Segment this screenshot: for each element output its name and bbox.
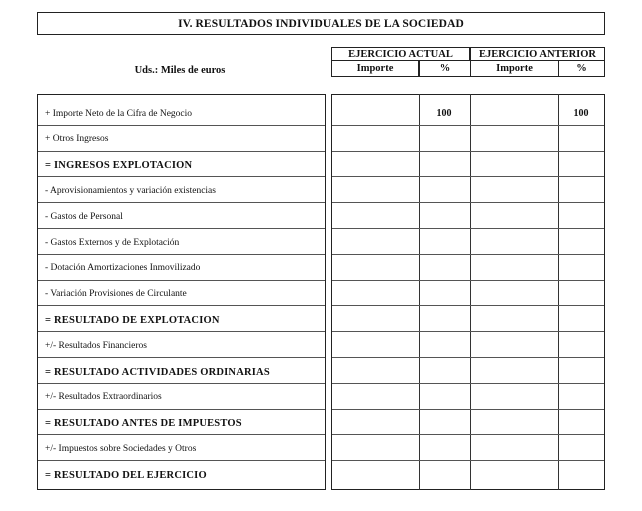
row-label: - Dotación Amortizaciones Inmovilizado [45, 263, 201, 274]
row-divider [38, 305, 325, 306]
units-label: Uds.: Miles de euros [134, 65, 226, 76]
row-divider [38, 280, 325, 281]
header-current-importe: Importe [331, 61, 419, 77]
row-divider [38, 125, 325, 126]
row-divider [332, 409, 604, 410]
row-divider [332, 228, 604, 229]
row-divider [332, 383, 604, 384]
row-divider [38, 254, 325, 255]
header-previous-pct: % [558, 61, 605, 77]
row-label: +/- Resultados Extraordinarios [45, 392, 162, 403]
row-label: = RESULTADO ANTES DE IMPUESTOS [45, 418, 242, 430]
column-divider [558, 94, 559, 490]
row-divider [38, 151, 325, 152]
page-title: IV. RESULTADOS INDIVIDUALES DE LA SOCIEDAD [37, 12, 605, 35]
cell-current-pct: 100 [436, 107, 452, 119]
row-divider [332, 434, 604, 435]
row-label: - Variación Provisiones de Circulante [45, 289, 187, 300]
row-divider [332, 151, 604, 152]
row-label: + Importe Neto de la Cifra de Negocio [45, 108, 193, 119]
row-divider [332, 254, 604, 255]
cell-previous-pct: 100 [573, 107, 589, 119]
row-label: - Gastos Externos y de Explotación [45, 237, 180, 248]
row-divider [332, 331, 604, 332]
row-label: +/- Impuestos sobre Sociedades y Otros [45, 443, 197, 454]
row-label: - Aprovisionamientos y variación existencias [45, 185, 216, 196]
row-divider [38, 357, 325, 358]
row-divider [38, 383, 325, 384]
row-label: = RESULTADO DEL EJERCICIO [45, 469, 207, 481]
row-divider [332, 176, 604, 177]
row-divider [38, 202, 325, 203]
row-label: = INGRESOS EXPLOTACION [45, 160, 193, 172]
column-divider [419, 94, 420, 490]
column-divider [470, 94, 471, 490]
header-previous-period: EJERCICIO ANTERIOR [470, 47, 605, 61]
row-divider [332, 202, 604, 203]
values-table [331, 94, 605, 490]
row-label: +/- Resultados Financieros [45, 340, 147, 351]
header-current-pct: % [419, 61, 470, 77]
row-divider [38, 331, 325, 332]
row-divider [332, 460, 604, 461]
row-label: = RESULTADO ACTIVIDADES ORDINARIAS [45, 366, 270, 378]
row-divider [38, 434, 325, 435]
row-divider [38, 409, 325, 410]
row-label: - Gastos de Personal [45, 211, 123, 222]
header-current-period: EJERCICIO ACTUAL [331, 47, 470, 61]
row-label: = RESULTADO DE EXPLOTACION [45, 314, 220, 326]
row-divider [332, 125, 604, 126]
row-divider [332, 305, 604, 306]
row-divider [38, 228, 325, 229]
header-previous-importe: Importe [470, 61, 558, 77]
row-divider [332, 357, 604, 358]
row-divider [38, 176, 325, 177]
row-divider [38, 460, 325, 461]
row-label: + Otros Ingresos [45, 134, 109, 145]
row-divider [332, 280, 604, 281]
